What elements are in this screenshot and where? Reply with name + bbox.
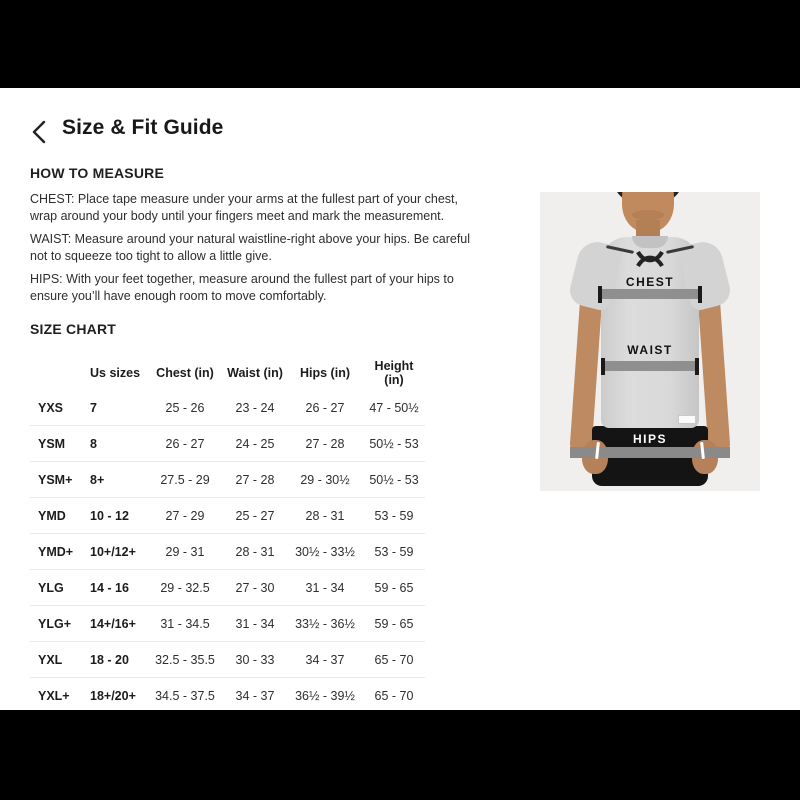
waist-band-end-left bbox=[601, 358, 605, 375]
cell-chest: 31 - 34.5 bbox=[160, 616, 210, 631]
cell-us: 14 - 16 bbox=[90, 580, 129, 595]
how-to-measure-heading: HOW TO MEASURE bbox=[30, 165, 164, 181]
header-waist: Waist (in) bbox=[227, 366, 283, 380]
cell-height: 47 - 50½ bbox=[369, 400, 419, 415]
cell-hips: 33½ - 36½ bbox=[295, 616, 355, 631]
model-face-shadow bbox=[632, 210, 664, 220]
fit-model-photo bbox=[540, 192, 760, 491]
waist-measure-band bbox=[603, 361, 697, 371]
size-chart-row bbox=[30, 498, 425, 534]
cell-height: 53 - 59 bbox=[374, 544, 414, 559]
header-chest: Chest (in) bbox=[156, 366, 214, 380]
cell-chest: 29 - 31 bbox=[165, 544, 205, 559]
cell-chest: 27.5 - 29 bbox=[160, 472, 210, 487]
cell-height: 50½ - 53 bbox=[369, 436, 419, 451]
header-hips: Hips (in) bbox=[300, 366, 350, 380]
chevron-left-icon bbox=[28, 117, 54, 147]
size-chart-row bbox=[30, 426, 425, 462]
cell-hips: 30½ - 33½ bbox=[295, 544, 355, 559]
size-chart-header-row bbox=[30, 356, 425, 390]
cell-hips: 26 - 27 bbox=[305, 400, 345, 415]
under-armour-logo-icon bbox=[636, 249, 664, 269]
cell-height: 65 - 70 bbox=[374, 688, 414, 703]
measure-instruction-chest: CHEST: Place tape measure under your arms at the fullest part of your chest, wrap around your body until your fingers meet and mark the measurement. bbox=[30, 192, 458, 223]
cell-us: 8 bbox=[90, 436, 97, 451]
measure-instruction-hips: HIPS: With your feet together, measure around the fullest part of your hips to ensure you’ll have enough room to move comfortably. bbox=[30, 272, 454, 303]
hips-measure-band bbox=[570, 447, 730, 458]
cell-waist: 23 - 24 bbox=[235, 400, 275, 415]
cell-waist: 28 - 31 bbox=[235, 544, 275, 559]
cell-us: 8+ bbox=[90, 472, 105, 487]
cell-waist: 24 - 25 bbox=[235, 436, 275, 451]
top-letterbox-bar bbox=[0, 0, 800, 88]
cell-height: 65 - 70 bbox=[374, 652, 414, 667]
chest-measure-band bbox=[600, 289, 700, 299]
cell-height: 50½ - 53 bbox=[369, 472, 419, 487]
cell-us: 18 - 20 bbox=[90, 652, 129, 667]
size-chart-row bbox=[30, 570, 425, 606]
cell-size: YSM+ bbox=[38, 472, 73, 487]
bottom-letterbox-bar bbox=[0, 710, 800, 800]
cell-height: 53 - 59 bbox=[374, 508, 414, 523]
header-height: Height (in) bbox=[374, 359, 414, 387]
cell-hips: 34 - 37 bbox=[305, 652, 345, 667]
cell-chest: 29 - 32.5 bbox=[160, 580, 210, 595]
hips-measure-label: HIPS bbox=[632, 432, 667, 446]
cell-size: YMD bbox=[38, 508, 66, 523]
cell-us: 10+/12+ bbox=[90, 544, 136, 559]
cell-size: YLG bbox=[38, 580, 64, 595]
waist-band-end-right bbox=[695, 358, 699, 375]
cell-size: YXL+ bbox=[38, 688, 70, 703]
hem-tag bbox=[678, 415, 696, 424]
cell-us: 10 - 12 bbox=[90, 508, 129, 523]
cell-waist: 27 - 30 bbox=[235, 580, 275, 595]
cell-us: 7 bbox=[90, 400, 97, 415]
cell-waist: 31 - 34 bbox=[235, 616, 275, 631]
cell-size: YSM bbox=[38, 436, 66, 451]
size-chart-row bbox=[30, 606, 425, 642]
header-us-sizes: Us sizes bbox=[90, 366, 141, 380]
size-chart-row bbox=[30, 642, 425, 678]
cell-hips: 28 - 31 bbox=[305, 508, 345, 523]
cell-chest: 27 - 29 bbox=[165, 508, 205, 523]
cell-size: YXL bbox=[38, 652, 63, 667]
cell-hips: 27 - 28 bbox=[305, 436, 345, 451]
cell-chest: 32.5 - 35.5 bbox=[155, 652, 215, 667]
cell-us: 14+/16+ bbox=[90, 616, 136, 631]
cell-waist: 25 - 27 bbox=[235, 508, 275, 523]
size-chart-row bbox=[30, 534, 425, 570]
cell-size: YMD+ bbox=[38, 544, 74, 559]
back-button[interactable] bbox=[28, 117, 54, 147]
size-chart-table bbox=[30, 356, 425, 713]
size-chart-heading: SIZE CHART bbox=[30, 321, 116, 337]
cell-height: 59 - 65 bbox=[374, 616, 414, 631]
cell-size: YLG+ bbox=[38, 616, 71, 631]
page-title: Size & Fit Guide bbox=[62, 116, 224, 139]
cell-chest: 25 - 26 bbox=[165, 400, 205, 415]
cell-us: 18+/20+ bbox=[90, 688, 136, 703]
cell-hips: 31 - 34 bbox=[305, 580, 345, 595]
cell-size: YXS bbox=[38, 400, 64, 415]
cell-chest: 34.5 - 37.5 bbox=[155, 688, 215, 703]
chest-measure-label: CHEST bbox=[625, 275, 675, 289]
cell-waist: 34 - 37 bbox=[235, 688, 275, 703]
cell-waist: 27 - 28 bbox=[235, 472, 275, 487]
cell-hips: 36½ - 39½ bbox=[295, 688, 355, 703]
measure-instruction-waist: WAIST: Measure around your natural waistline-right above your hips. Be careful not to squeeze too tight to allow a little give. bbox=[30, 232, 471, 263]
size-chart-row bbox=[30, 678, 425, 714]
size-chart-row bbox=[30, 390, 425, 426]
cell-waist: 30 - 33 bbox=[235, 652, 275, 667]
header-size bbox=[30, 356, 89, 390]
cell-chest: 26 - 27 bbox=[165, 436, 205, 451]
cell-height: 59 - 65 bbox=[374, 580, 414, 595]
size-chart-row bbox=[30, 462, 425, 498]
cell-hips: 29 - 30½ bbox=[300, 472, 350, 487]
waist-measure-label: WAIST bbox=[627, 343, 673, 357]
